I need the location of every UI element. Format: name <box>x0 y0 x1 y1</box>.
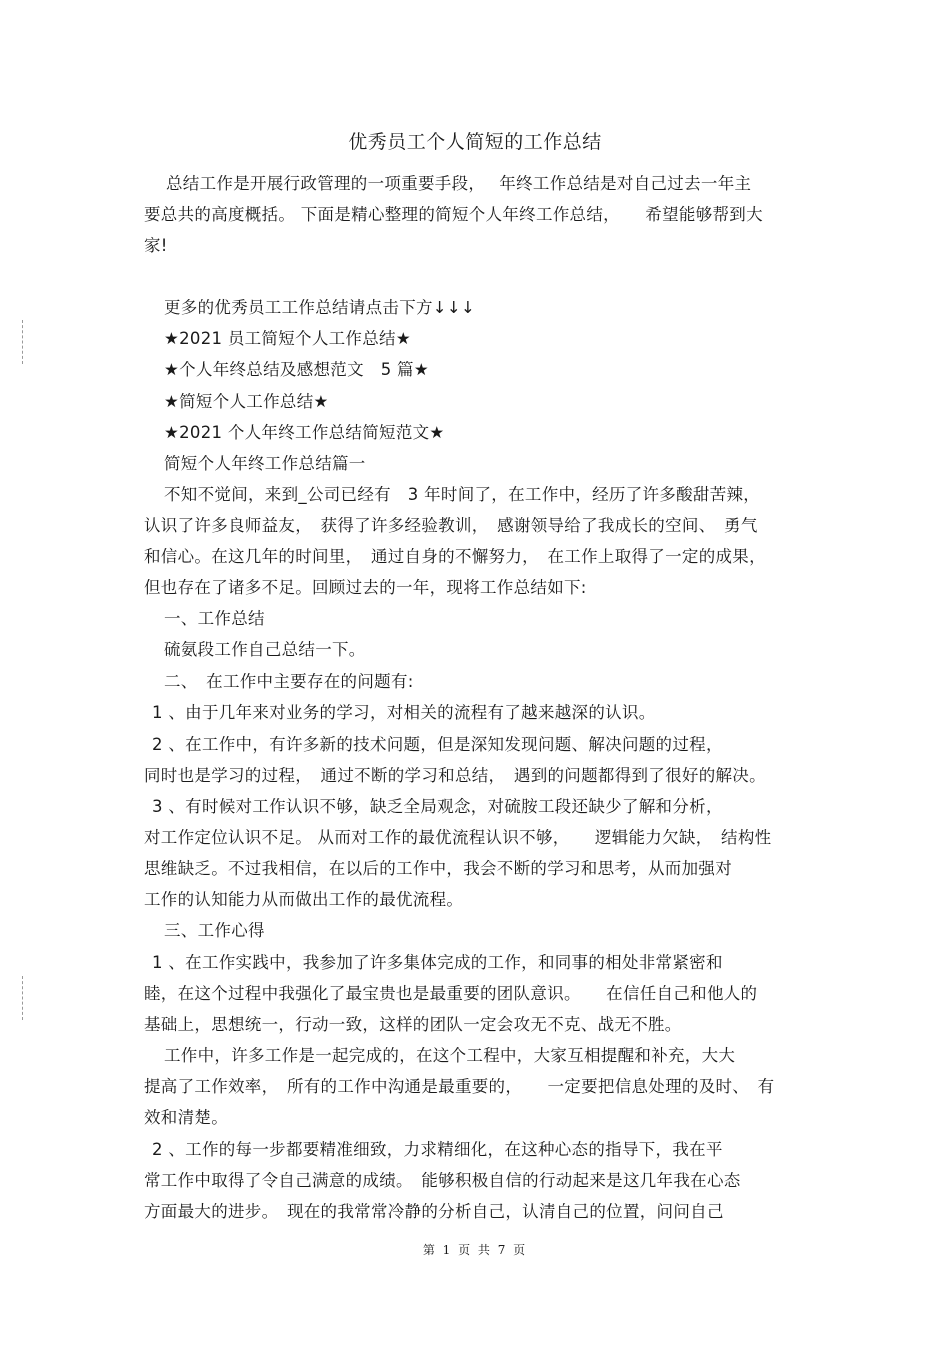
paragraph-line: 对工作定位认识不足。 从而对工作的最优流程认识不够， 逻辑能力欠缺， 结构性 <box>144 828 772 847</box>
paragraph-line: 认识了许多良师益友， 获得了许多经验教训， 感谢领导给了我成长的空间、 勇气 <box>144 516 758 535</box>
binding-mark-top <box>22 320 23 364</box>
paragraph-line: 提高了工作效率， 所有的工作中沟通是最重要的， 一定要把信息处理的及时、 有 <box>144 1077 775 1096</box>
paragraph-line: 睦，在这个过程中我强化了最宝贵也是最重要的团队意识。 在信任自己和他人的 <box>144 984 758 1003</box>
paragraph-line: 常工作中取得了令自己满意的成绩。 能够积极自信的行动起来是这几年我在心态 <box>144 1171 741 1190</box>
paragraph-line: 1 、由于几年来对业务的学习，对相关的流程有了越来越深的认识。 <box>152 703 656 722</box>
paragraph-line: 总结工作是开展行政管理的一项重要手段， 年终工作总结是对自己过去一年主 <box>166 174 752 193</box>
paragraph-line: 不知不觉间，来到_公司已经有 3 年时间了，在工作中，经历了许多酸甜苦辣， <box>164 485 761 504</box>
paragraph-line: 2 、在工作中，有许多新的技术问题，但是深知发现问题、解决问题的过程， <box>152 735 723 754</box>
section-heading: 二、 在工作中主要存在的问题有: <box>164 672 414 691</box>
article-link[interactable]: ★简短个人工作总结★ <box>164 392 329 411</box>
paragraph-line: 要总共的高度概括。 下面是精心整理的简短个人年终工作总结， 希望能够帮到大 <box>144 205 763 224</box>
paragraph-line: 1 、在工作实践中，我参加了许多集体完成的工作，和同事的相处非常紧密和 <box>152 953 723 972</box>
article-link[interactable]: ★2021 个人年终工作总结简短范文★ <box>164 423 445 442</box>
article-link[interactable]: ★2021 员工简短个人工作总结★ <box>164 329 411 348</box>
paragraph-line: 3 、有时候对工作认识不够，缺乏全局观念，对硫胺工段还缺少了解和分析， <box>152 797 723 816</box>
paragraph-line: 和信心。在这几年的时间里， 通过自身的不懈努力， 在工作上取得了一定的成果， <box>144 547 766 566</box>
paragraph-line: 同时也是学习的过程， 通过不断的学习和总结， 遇到的问题都得到了很好的解决。 <box>144 766 766 785</box>
page-number: 第 1 页 共 7 页 <box>422 1243 528 1257</box>
paragraph-line: 工作的认知能力从而做出工作的最优流程。 <box>144 890 464 909</box>
link-intro: 更多的优秀员工工作总结请点击下方↓↓↓ <box>164 298 476 317</box>
paragraph-line: 效和清楚。 <box>144 1108 228 1127</box>
paragraph-line: 基础上，思想统一，行动一致，这样的团队一定会攻无不克、战无不胜。 <box>144 1015 682 1034</box>
paragraph-line: 家! <box>144 236 168 255</box>
paragraph-line: 工作中，许多工作是一起完成的，在这个工程中，大家互相提醒和补充，大大 <box>164 1046 736 1065</box>
paragraph-line: 思维缺乏。不过我相信，在以后的工作中，我会不断的学习和思考，从而加强对 <box>144 859 732 878</box>
section-heading: 三、工作心得 <box>164 921 265 940</box>
paragraph-line: 硫氨段工作自己总结一下。 <box>164 640 366 659</box>
paragraph-line: 方面最大的进步。 现在的我常常冷静的分析自己，认清自己的位置，问问自己 <box>144 1202 724 1221</box>
binding-mark-bottom <box>22 976 23 1020</box>
document-title: 优秀员工个人简短的工作总结 <box>348 131 602 153</box>
paragraph-line: 但也存在了诸多不足。回顾过去的一年，现将工作总结如下: <box>144 578 587 597</box>
section-heading: 一、工作总结 <box>164 609 265 628</box>
article-link[interactable]: ★个人年终总结及感想范文 5 篇★ <box>164 360 429 379</box>
paragraph-line: 2 、工作的每一步都要精准细致，力求精细化，在这种心态的指导下，我在平 <box>152 1140 723 1159</box>
section-heading: 简短个人年终工作总结篇一 <box>164 454 366 473</box>
